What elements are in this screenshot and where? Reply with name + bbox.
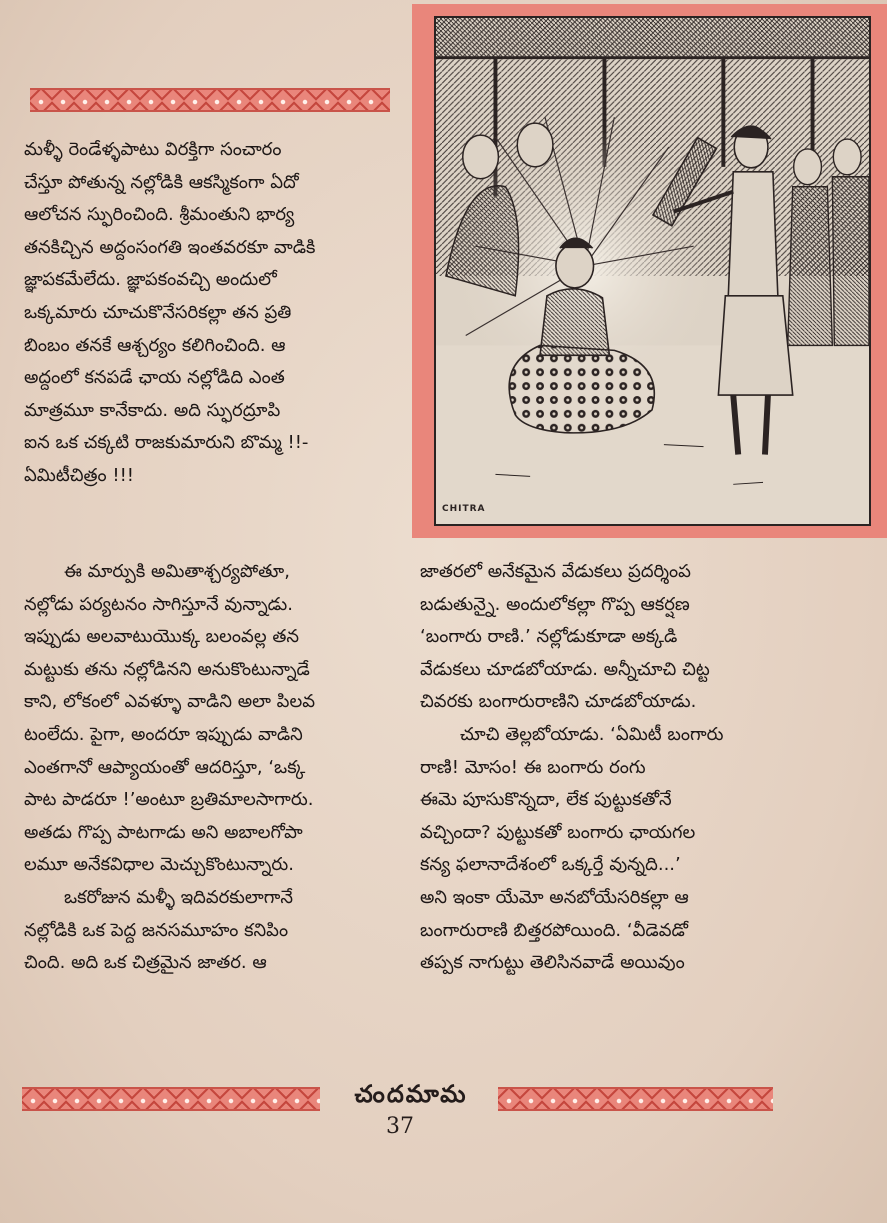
- text-line: మట్టుకు తను నల్లోడినని అనుకొంటున్నాడే: [24, 658, 310, 680]
- text-line: వచ్చిందా? పుట్టుకతో బంగారు ఛాయగల: [420, 821, 696, 843]
- text-line: ఆలోచన స్ఫురించింది. శ్రీమంతుని భార్య: [24, 204, 295, 226]
- text-line: అద్దంలో కనపడే ఛాయ నల్లోడిది ఎంత: [24, 367, 285, 389]
- text-line: బడుతున్నై. అందులోకల్లా గొప్ప ఆకర్షణ: [420, 593, 690, 615]
- illustration-frame: [412, 4, 887, 538]
- story-illustration: [434, 16, 871, 526]
- text-line: మాత్రమూ కానేకాదు. అది స్ఫురద్రూపి: [24, 399, 281, 421]
- text-line: జాతరలో అనేకమైన వేడుకలు ప్రదర్శింప: [420, 561, 691, 582]
- text-line: ఈ మార్పుకి అమితాశ్చర్యపోతూ,: [64, 561, 290, 582]
- text-line: అతడు గొప్ప పాటగాడు అని అబాలగోపా: [24, 821, 303, 843]
- text-line: జ్ఞాపకమేలేదు. జ్ఞాపకంవచ్చి అందులో: [24, 269, 277, 291]
- text-line: రాణి! మోసం! ఈ బంగారు రంగు: [420, 756, 646, 778]
- decorative-border-top: [30, 88, 390, 112]
- page-number: 37: [386, 1114, 414, 1139]
- text-line: చింది. అది ఒక చిత్రమైన జాతర. ఆ: [24, 952, 267, 974]
- text-column-left-top: [24, 134, 396, 493]
- text-line: కన్య ఫలానాదేశంలో ఒక్కర్తే వున్నది...’: [420, 854, 681, 876]
- text-line: ఎంతగానో ఆప్యాయంతో ఆదరిస్తూ, ‘ఒక్క: [24, 756, 306, 778]
- text-line: బింబం తనకే ఆశ్చర్యం కలిగించింది. ఆ: [24, 334, 286, 356]
- text-line: అని ఇంకా యేమో అనబోయేసరికల్లా ఆ: [420, 886, 689, 908]
- text-line: బంగారురాణి బిత్తరపోయింది. ‘వీడెవడో: [420, 919, 688, 941]
- decorative-border-bottom-right: [498, 1087, 773, 1111]
- decorative-border-bottom-left: [22, 1087, 320, 1111]
- text-line: చూచి తెల్లబోయాడు. ‘ఏమిటీ బంగారు: [460, 723, 724, 745]
- text-line: ఇప్పుడు అలవాటుయొక్క బలంవల్ల తన: [24, 626, 299, 648]
- text-line: ఒకరోజున మళ్ళీ ఇదివరకులాగానే: [64, 886, 293, 908]
- text-line: ఐన ఒక చక్కటి రాజకుమారుని బొమ్మ !!-: [24, 432, 309, 454]
- text-line: చేస్తూ పోతున్న నల్లోడికి ఆకస్మికంగా ఏదో: [24, 171, 299, 193]
- text-line: పాట పాడరూ !’అంటూ బ్రతిమాలసాగారు.: [24, 789, 314, 811]
- illustration-drawing: [436, 18, 869, 524]
- text-line: ఈమె పూసుకొన్నదా, లేక పుట్టుకతోనే: [420, 789, 672, 811]
- text-line: టంలేదు. పైగా, అందరూ ఇప్పుడు వాడిని: [24, 723, 303, 745]
- text-line: నల్లోడికి ఒక పెద్ద జనసమూహం కనిపిం: [24, 919, 289, 941]
- text-line: వేడుకలు చూడబోయాడు. అన్నీచూచి చిట్ట: [420, 658, 710, 680]
- text-column-left-bottom: [24, 556, 396, 980]
- text-column-right: [420, 556, 800, 980]
- text-line: ‘బంగారు రాణి.’ నల్లోడుకూడా అక్కడి: [420, 626, 678, 648]
- text-line: ఒక్కమారు చూచుకొనేసరికల్లా తన ప్రతి: [24, 301, 292, 323]
- text-line: లమూ అనేకవిధాల మెచ్చుకొంటున్నారు.: [24, 854, 294, 876]
- text-line: కాని, లోకంలో ఎవళ్ళూ వాడిని అలా పిలవ: [24, 691, 316, 713]
- text-line: తనకిచ్చిన అద్దంసంగతి ఇంతవరకూ వాడికి: [24, 236, 316, 258]
- text-line: తప్పక నాగుట్టు తెలిసినవాడే అయివుం: [420, 952, 685, 974]
- text-line: చివరకు బంగారురాణిని చూడబోయాడు.: [420, 691, 697, 713]
- magazine-title: చందమామ: [354, 1080, 468, 1108]
- text-line: నల్లోడు పర్యటనం సాగిస్తూనే వున్నాడు.: [24, 593, 293, 615]
- illustrator-signature: CHITRA: [442, 504, 486, 514]
- text-line: మళ్ళీ రెండేళ్ళపాటు విరక్తిగా సంచారం: [24, 139, 282, 160]
- text-line: ఏమిటీచిత్రం !!!: [24, 464, 135, 486]
